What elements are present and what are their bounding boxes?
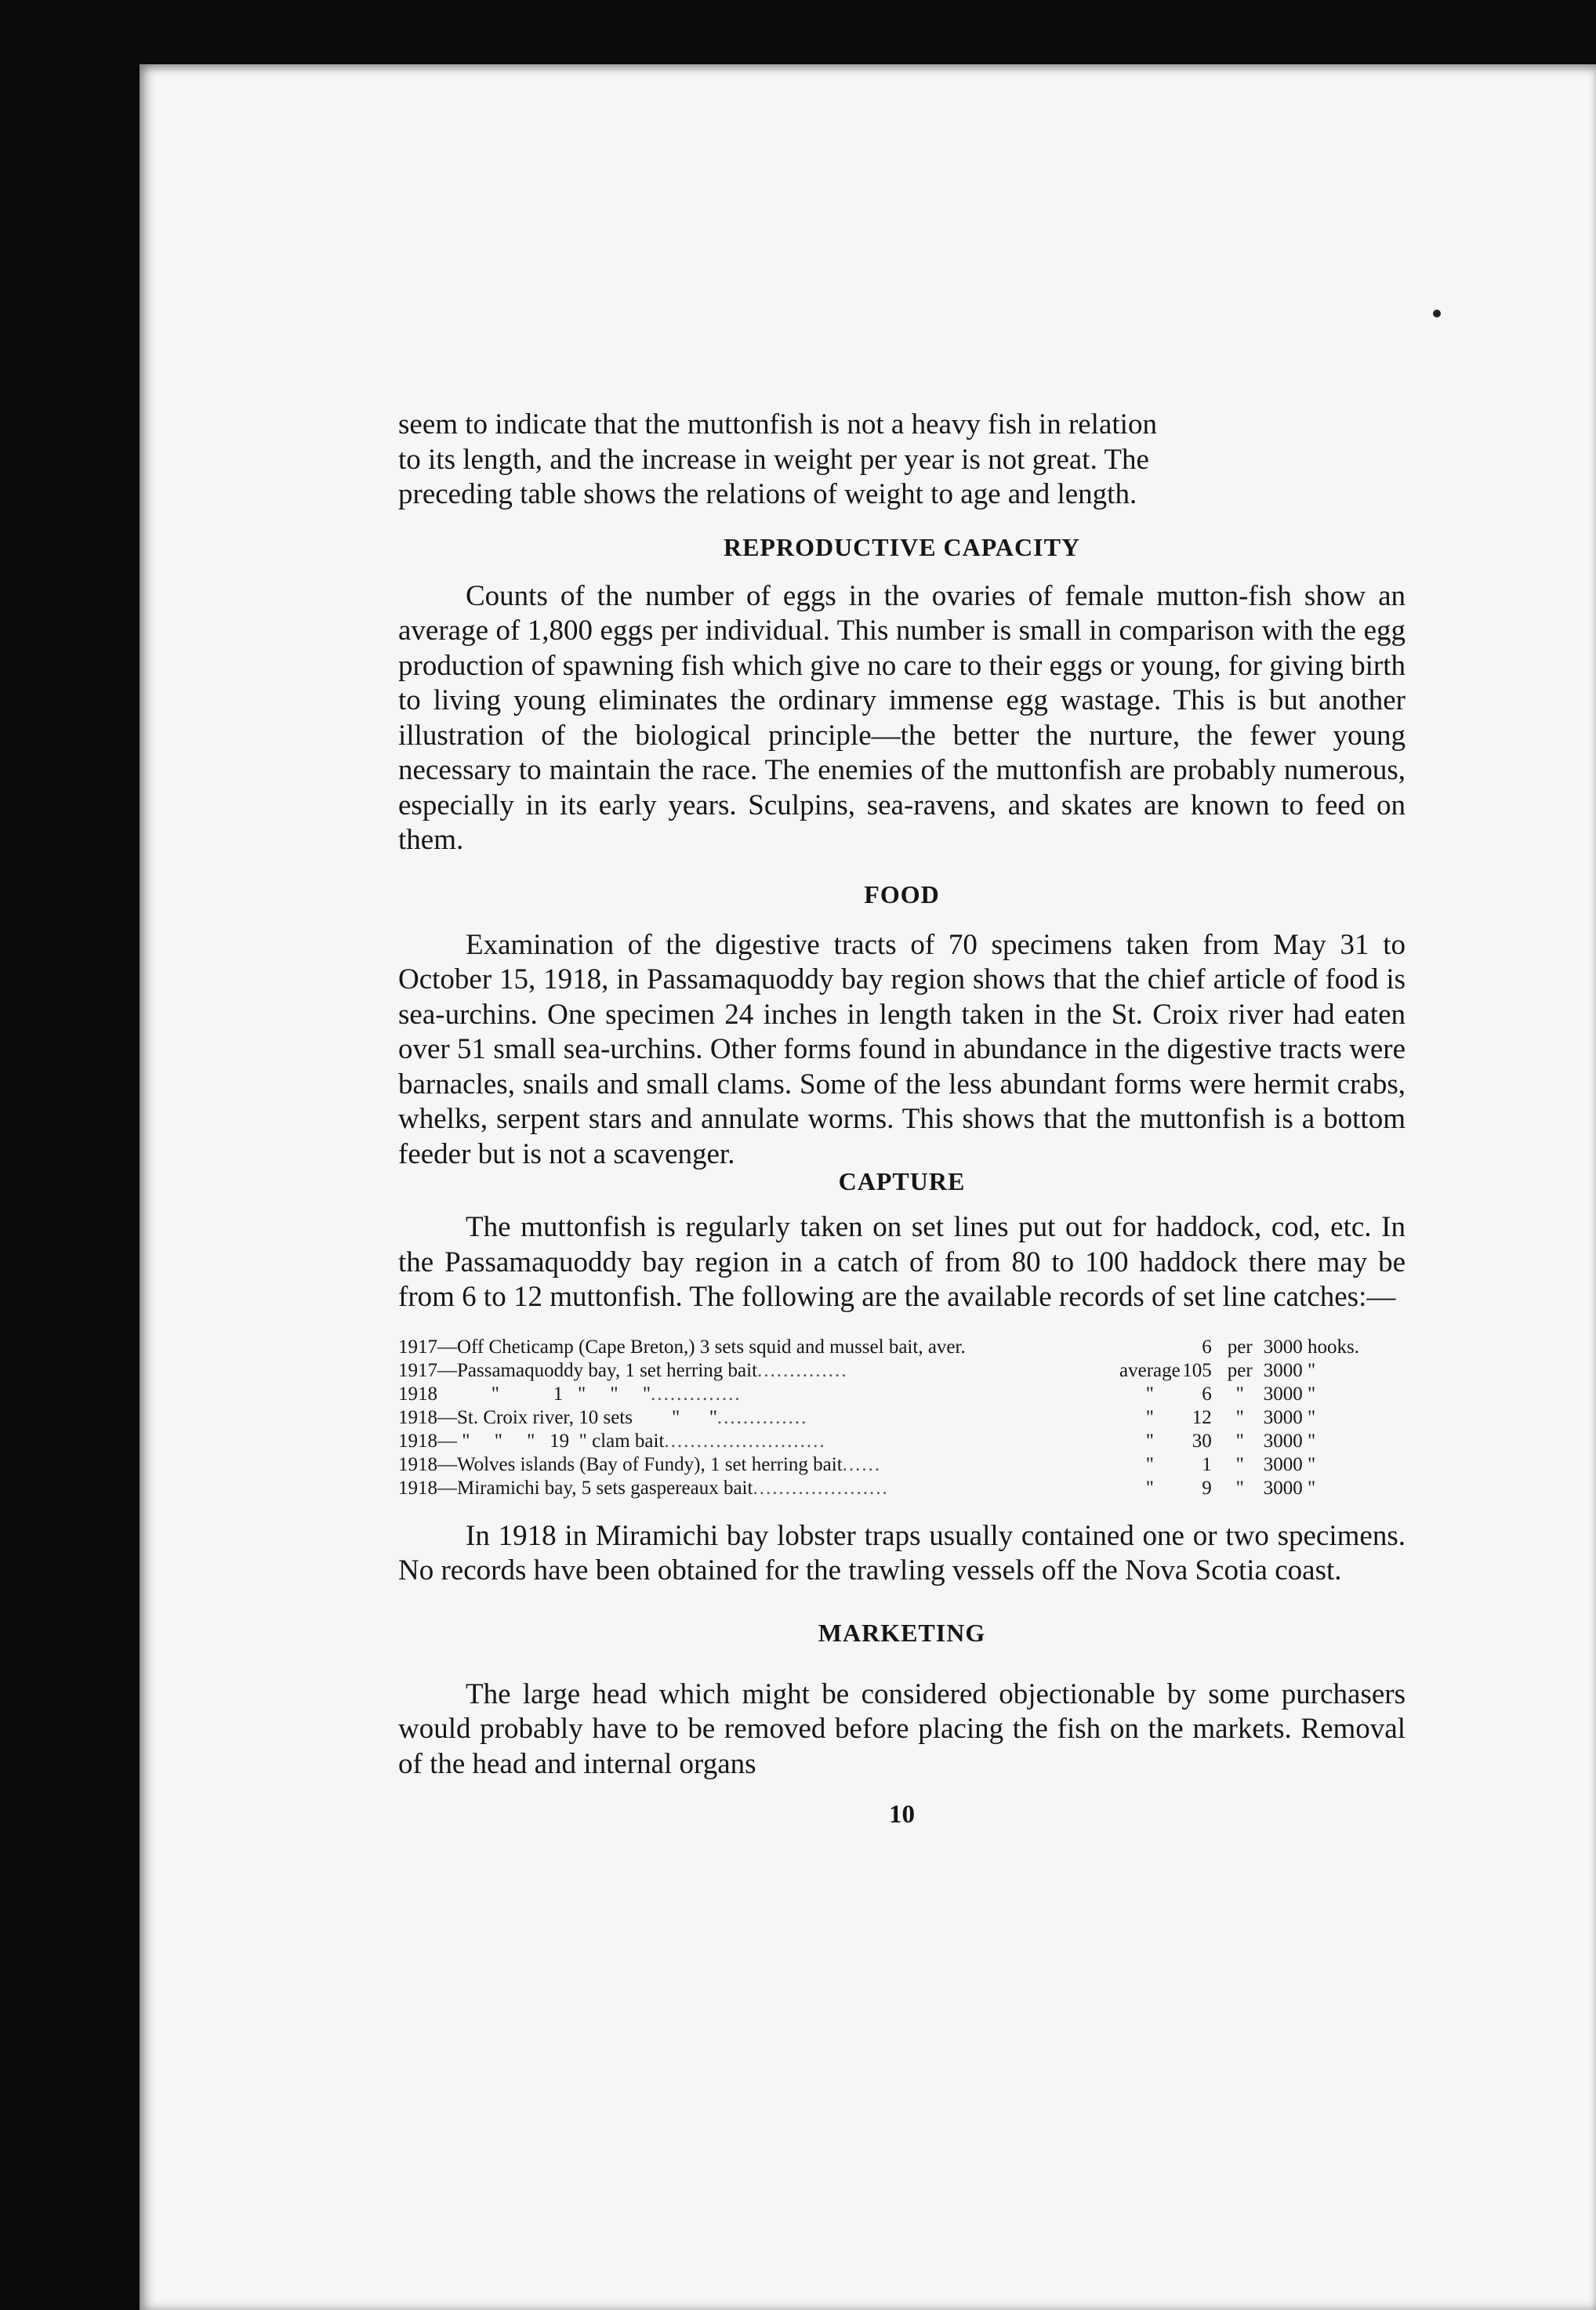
table-row (398, 1406, 1406, 1430)
record-entry: 1918—St. Croix river, 10 sets " " (398, 1406, 717, 1428)
marketing-paragraph: The large head which might be considered objectionable by some purchasers would probably have to be removed before placing the fish on the markets. Removal of the head and internal organs (398, 1677, 1406, 1780)
table-row (398, 1383, 1406, 1406)
record-hooks: 3000 " (1263, 1430, 1316, 1452)
heading-reproductive-capacity: REPRODUCTIVE CAPACITY (723, 532, 1081, 561)
page-content (398, 408, 1406, 1830)
leader-dots: ..................... (753, 1477, 889, 1499)
record-per: " (1235, 1477, 1244, 1499)
record-per: " (1235, 1430, 1244, 1452)
record-per: per (1227, 1336, 1253, 1358)
heading-capture: CAPTURE (838, 1167, 966, 1195)
leader-dots: .............. (757, 1359, 848, 1381)
leader-dots: .............. (651, 1383, 742, 1405)
intro-line: preceding table shows the relations of weight to age and length. (398, 478, 1137, 510)
table-row (398, 1453, 1406, 1477)
record-hooks: 3000 " (1263, 1477, 1316, 1499)
leader-dots: .............. (716, 1406, 808, 1428)
record-qualifier: " (1145, 1453, 1154, 1475)
heading-food: FOOD (864, 879, 940, 908)
ink-speck (1433, 310, 1441, 317)
record-count: 9 (1202, 1477, 1212, 1499)
record-qualifier: " (1145, 1477, 1154, 1499)
record-entry: 1918— " " " 19 " clam bait (398, 1430, 665, 1452)
record-entry: 1917—Passamaquoddy bay, 1 set herring bait (398, 1359, 758, 1381)
record-hooks: 3000 " (1263, 1359, 1316, 1381)
record-entry: 1918—Wolves islands (Bay of Fundy), 1 set herring bait (398, 1453, 843, 1475)
food-paragraph: Examination of the digestive tracts of 70 specimens taken from May 31 to October 15, 1918, in Passamaquoddy bay region shows that the chief article of food is sea-urchins. One specimen 24 inches in length taken in the St. Croix river had eaten over 51 small sea-urchins. Other forms found in abundance in the digestive tracts were barnacles, snails and small clams. Some of the less abundant forms were hermit crabs, whelks, serpent stars and annulate worms. This shows that the muttonfish is a bottom feeder but is not a scavenger. (398, 928, 1406, 1170)
intro-line: seem to indicate that the muttonfish is not a heavy fish in relation (398, 408, 1157, 441)
table-row (398, 1336, 1406, 1359)
record-entry: 1918—Miramichi bay, 5 sets gaspereaux bait (398, 1477, 753, 1499)
heading-marketing: MARKETING (818, 1618, 986, 1647)
record-qualifier (1119, 1336, 1181, 1359)
capture-paragraph: The muttonfish is regularly taken on set lines put out for haddock, cod, etc. In the Passamaquoddy bay region in a catch of from 80 to 100 haddock there may be from 6 to 12 muttonfish. The following are the available records of set line catches:— (398, 1211, 1406, 1313)
table-row (398, 1477, 1406, 1500)
intro-paragraph (398, 408, 1406, 513)
page-number: 10 (889, 1800, 915, 1829)
set-line-catch-records (398, 1336, 1406, 1500)
record-per: per (1227, 1359, 1253, 1381)
record-qualifier: " (1145, 1383, 1154, 1405)
leader-dots: ......................... (664, 1430, 826, 1452)
record-per: " (1235, 1406, 1244, 1428)
record-count: 30 (1192, 1430, 1212, 1452)
record-qualifier: " (1145, 1406, 1154, 1428)
record-per: " (1235, 1453, 1244, 1475)
record-count: 6 (1202, 1336, 1212, 1358)
record-entry: 1918 " 1 " " " (398, 1383, 651, 1405)
intro-line: to its length, and the increase in weight per year is not great. The (398, 443, 1149, 476)
reproductive-paragraph: Counts of the number of eggs in the ovaries of female mutton-fish show an average of 1,800 eggs per individual. This number is small in comparison with the egg production of spawning fish which give no care to their eggs or young, for giving birth to living young eliminates the ordinary immense egg wastage. This is but another illustration of the biological principle—the better the nurture, the fewer young necessary to maintain the race. The enemies of the muttonfish are probably numerous, especially in its early years. Sculpins, sea-ravens, and skates are known to feed on them. (398, 579, 1406, 856)
record-qualifier: average (1119, 1359, 1181, 1381)
record-count: 105 (1182, 1359, 1212, 1381)
record-entry: 1917—Off Cheticamp (Cape Breton,) 3 sets squid and mussel bait, aver. (398, 1336, 966, 1358)
table-row (398, 1359, 1406, 1383)
record-hooks: 3000 " (1263, 1453, 1316, 1475)
record-count: 12 (1192, 1406, 1212, 1428)
lobster-trap-paragraph: In 1918 in Miramichi bay lobster traps usually contained one or two specimens. No records have been obtained for the trawling vessels off the Nova Scotia coast. (398, 1519, 1406, 1587)
record-per: " (1235, 1383, 1244, 1405)
record-hooks: 3000 hooks. (1263, 1336, 1359, 1358)
record-count: 1 (1202, 1453, 1212, 1475)
table-row (398, 1430, 1406, 1453)
record-qualifier: " (1145, 1430, 1154, 1452)
record-count: 6 (1202, 1383, 1212, 1405)
record-hooks: 3000 " (1263, 1383, 1316, 1405)
record-hooks: 3000 " (1263, 1406, 1316, 1428)
leader-dots: ...... (842, 1453, 882, 1475)
